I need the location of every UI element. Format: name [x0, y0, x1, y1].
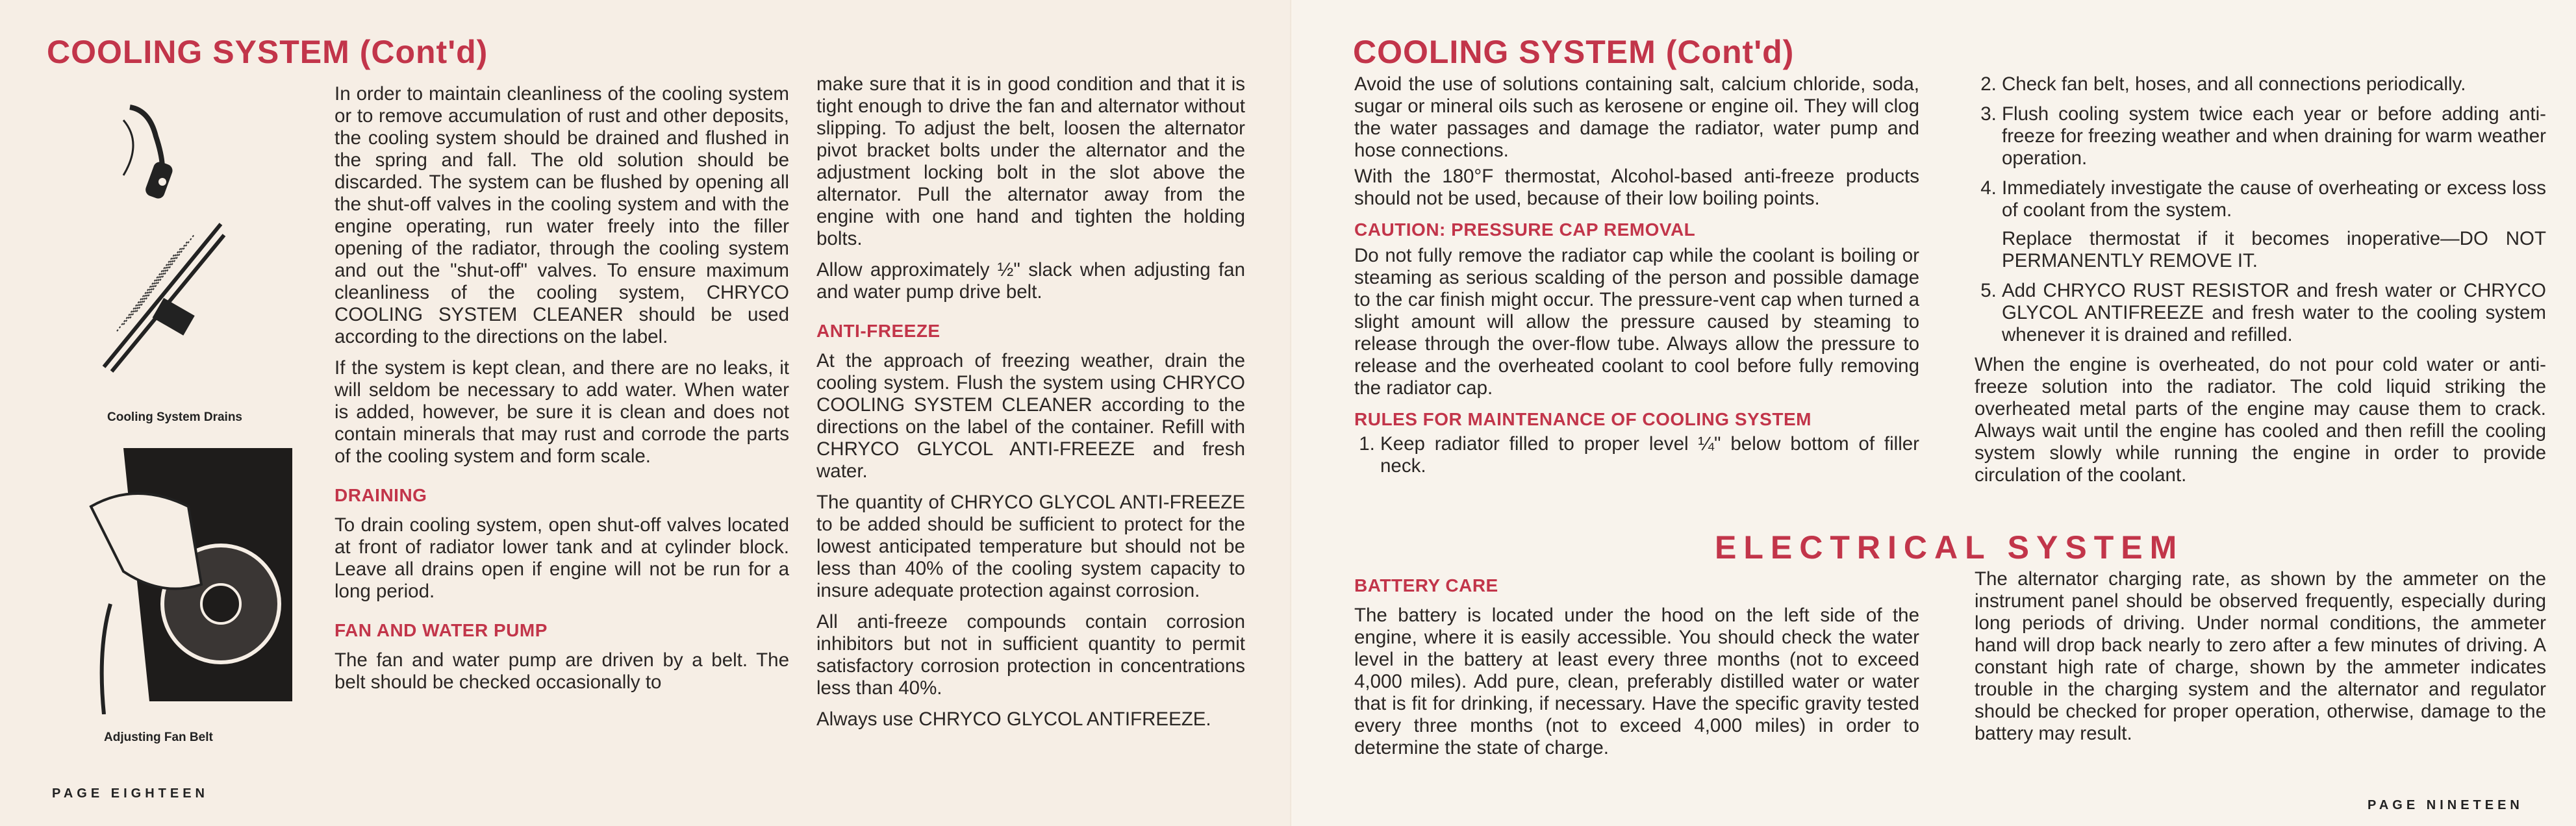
rule-item: 2. Check fan belt, hoses, and all connections periodically. — [2002, 73, 2546, 95]
drain-valve-illustration — [97, 97, 214, 214]
rule-item: 5. Add CHRYCO RUST RESISTOR and fresh water or CHRYCO GLYCOL ANTIFREEZE and fresh water to the cooling system whenever it is drained and refilled. — [2002, 280, 2546, 346]
page-number: PAGE EIGHTEEN — [52, 786, 208, 801]
alternator-section — [1975, 568, 2546, 754]
paragraph: Always use CHRYCO GLYCOL ANTIFREEZE. — [816, 708, 1211, 730]
right-page — [1293, 0, 2576, 826]
section-heading-anti-freeze: ANTI-FREEZE — [816, 321, 941, 341]
battery-care-section — [1354, 575, 1919, 768]
paragraph: To drain cooling system, open shut-off valves located at front of radiator lower tank and at cylinder block. Leave all drains open if engine will not be run for a long period. — [335, 514, 789, 602]
paragraph: make sure that it is in good condition and that it is tight enough to drive the fan and alternator without slipping. To adjust the belt, loosen the alternator pivot bracket bolts under the alternator and the adjustment locking bolt in the slot above the alternator. Pull the alternator away from the engine with one hand and tighten the holding bolts. — [816, 73, 1245, 249]
paragraph: The quantity of CHRYCO GLYCOL ANTI-FREEZE to be added should be sufficient to protect for the lowest anticipated temperature but should not be less than 40% of the cooling system capacity to insure adequate protection against corrosion. — [816, 492, 1245, 601]
paragraph: With the 180°F thermostat, Alcohol-based anti-freeze products should not be used, because of their low boiling points. — [1354, 166, 1919, 209]
right-column-1 — [1354, 73, 1919, 485]
left-column-2 — [816, 73, 1245, 740]
electrical-system-title: ELECTRICAL SYSTEM — [1715, 529, 2184, 566]
paragraph: If the system is kept clean, and there are no leaks, it will seldom be necessary to add water. When water is added, however, be sure it is clean and does not contain minerals that may rust and corrode the parts of the cooling system and form scale. — [335, 357, 789, 467]
paragraph: The battery is located under the hood on the left side of the engine, where it is easily accessible. You should check the water level in the battery at least every three months (not to exceed 4,000 miles). Add pure, clean, preferably distilled water or water that is fit for drinking, if necessary. Have the specific gravity tested every three months (not to exceed 4,000 miles) in order to determine the state of charge. — [1354, 605, 1919, 758]
page-title: COOLING SYSTEM (Cont'd) — [47, 34, 488, 70]
paragraph: When the engine is overheated, do not pour cold water or anti-freeze solution into the radiator. The cold liquid striking the overheated metal parts of the engine may cause them to crack. Always wait until the engine has cooled and then refill the cooling system slowly while running the engine in order to provide circulation of the coolant. — [1975, 354, 2546, 486]
rule-item: 3. Flush cooling system twice each year or before adding anti-freeze for freezing weather and when draining for warm weather operation. — [2002, 103, 2546, 169]
right-column-2 — [1975, 73, 2546, 495]
paragraph: Allow approximately ½" slack when adjusting fan and water pump drive belt. — [816, 259, 1245, 303]
radiator-drain-illustration — [97, 221, 227, 377]
paragraph: Avoid the use of solutions containing salt, calcium chloride, soda, sugar or mineral oils such as kerosene or engine oil. They will clog the water passages and damage the radiator, water pump and hose connections. — [1354, 73, 1919, 161]
paragraph: In order to maintain cleanliness of the cooling system or to remove accumulation of rust and other deposits, the cooling system should be drained and flushed in the spring and fall. The old solution should be discarded. The system can be flushed by opening all the shut-off valves in the cooling system and with the engine operating, run water freely into the filler opening of the radiator, through the cooling system and out the "shut-off" valves. To ensure maximum cleanliness of the cooling system, CHRYCO COOLING SYSTEM CLEANER should be used according to the directions on the label. — [335, 83, 789, 347]
section-heading-caution: CAUTION: PRESSURE CAP REMOVAL — [1354, 219, 1696, 240]
section-heading-fan-water-pump: FAN AND WATER PUMP — [335, 620, 548, 640]
paragraph: Do not fully remove the radiator cap while the coolant is boiling or steaming as serious scalding of the person and possible damage to the car finish might occur. The pressure-vent cap when turned a slight amount will allow the pressure caused by steaming to release through the over-flow tube. Always allow the pressure to release and the overheated coolant to cool before fully removing the radiator cap. — [1354, 245, 1919, 399]
page-number: PAGE NINETEEN — [2368, 798, 2523, 812]
paragraph: The fan and water pump are driven by a belt. The belt should be checked occasionally to — [335, 649, 789, 693]
left-column-1 — [335, 83, 789, 703]
section-heading-battery-care: BATTERY CARE — [1354, 575, 1498, 595]
paragraph: All anti-freeze compounds contain corrosion inhibitors but not in sufficient quantity to permit satisfactory corrosion protection in concentrations less than 40%. — [816, 611, 1245, 699]
caption-cooling-system-drains: Cooling System Drains — [107, 410, 242, 424]
page-title: COOLING SYSTEM (Cont'd) — [1353, 34, 1795, 70]
fan-belt-illustration — [84, 442, 292, 714]
caption-adjusting-fan-belt: Adjusting Fan Belt — [104, 731, 213, 744]
rule-item: 4. Immediately investigate the cause of overheating or excess loss of coolant from the system. Replace thermostat if it becomes inoperative—DO NOT PERMANENTLY REMOVE IT. — [2002, 177, 2546, 272]
section-heading-rules: RULES FOR MAINTENANCE OF COOLING SYSTEM — [1354, 409, 1812, 429]
section-heading-draining: DRAINING — [335, 485, 427, 505]
paragraph: The alternator charging rate, as shown by the ammeter on the instrument panel should be observed frequently, especially during long periods of driving. Under normal conditions, the ammeter hand will drop back nearly to zero after a few minutes of driving. A constant high rate of charge, shown by the ammeter indicates trouble in the charging system and the alternator and regulator should be checked for proper operation, otherwise, damage to the battery may result. — [1975, 568, 2546, 744]
paragraph: At the approach of freezing weather, drain the cooling system. Flush the system using CHRYCO COOLING SYSTEM CLEANER according to the directions on the label of the container. Refill with CHRYCO GLYCOL ANTI-FREEZE and fresh water. — [816, 350, 1245, 482]
rule-note: Replace thermostat if it becomes inoperative—DO NOT PERMANENTLY REMOVE IT. — [2002, 228, 2546, 271]
rule-item: 1. Keep radiator filled to proper level ¼" below bottom of filler neck. — [1380, 433, 1919, 477]
